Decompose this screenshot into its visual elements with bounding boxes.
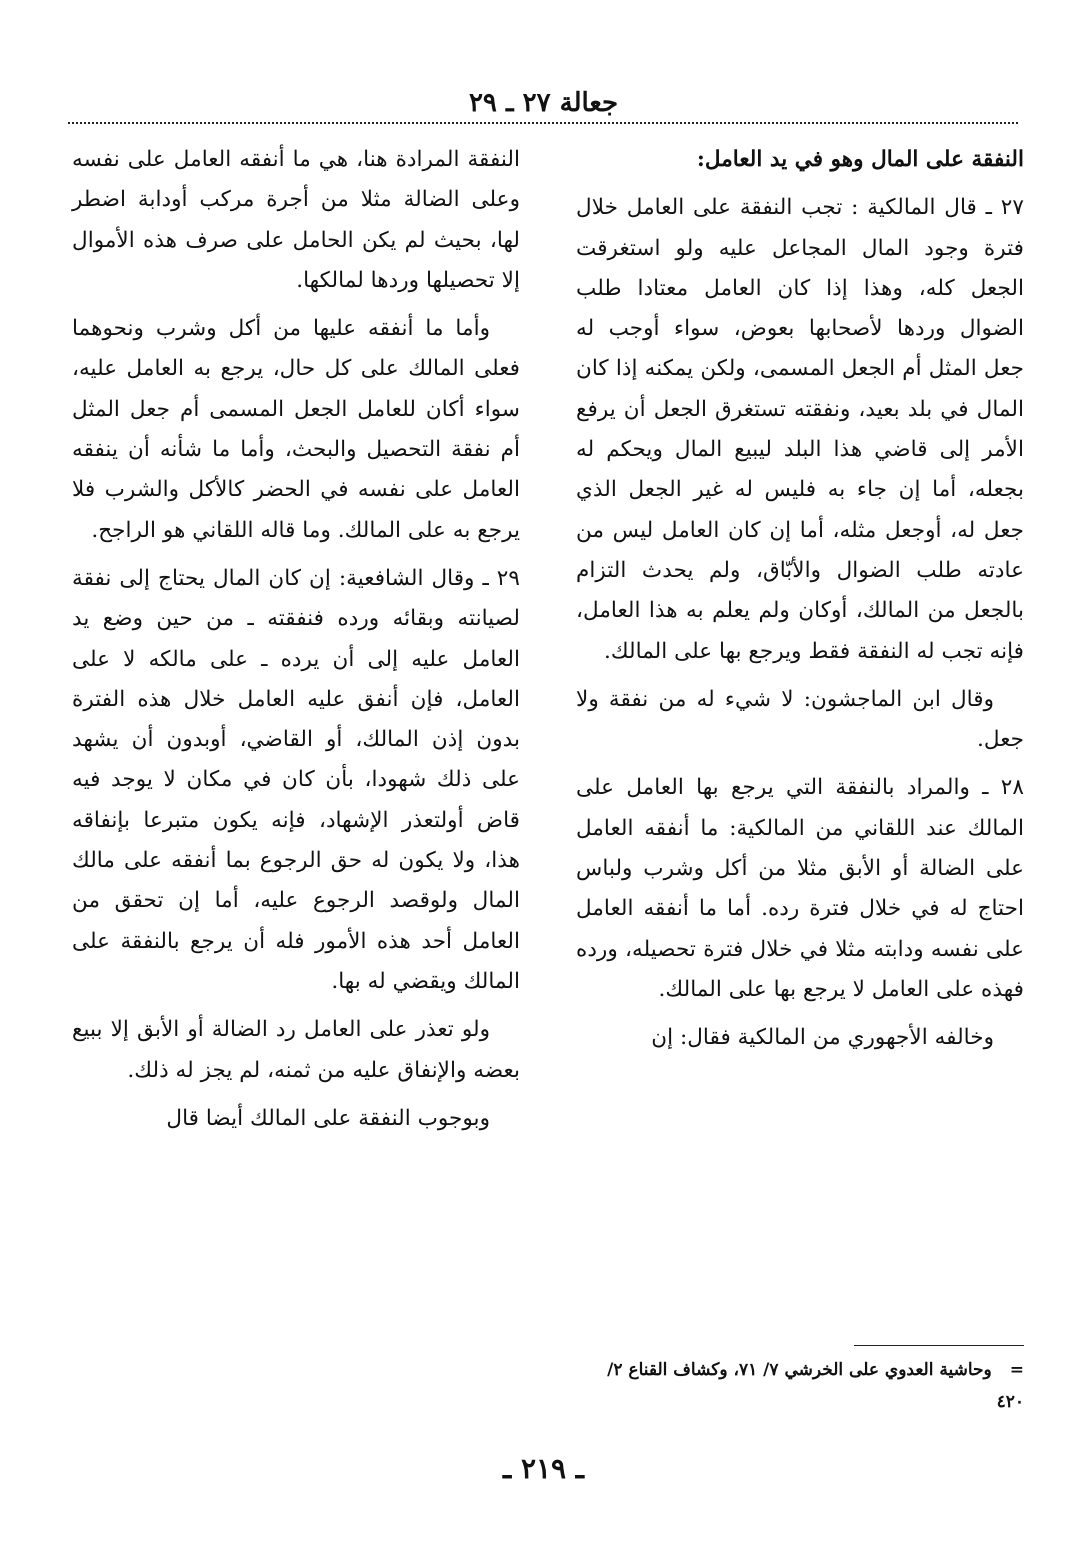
paragraph-28: ٢٨ ـ والمراد بالنفقة التي يرجع بها العامل على المالك عند اللقاني من المالكية: ما أنفقه العامل على الضالة أو الأبق مثلا من أكل وشرب ولباس احتاج له في خلال فترة رده. أما ما أنفقه العامل على نفسه ودابته مثلا في خلال فترة تحصيله، ورده فهذه على العامل لا يرجع بها على المالك. (576, 775, 1024, 1002)
left-column (72, 140, 520, 1147)
section-heading: النفقة على المال وهو في يد العامل: (696, 147, 1024, 172)
footnote-continuation-marker: = (1009, 1360, 1024, 1380)
paragraph-ujhuri: وخالفه الأجهوري من المالكية فقال: إن (651, 1025, 994, 1051)
paragraph-27: ٢٧ ـ قال المالكية : تجب النفقة على العامل خلال فترة وجود المال المجاعل عليه ولو استغرقت الجعل كله، وهذا إذا كان العامل معتادا طلب الضوال وردها لأصحابها بعوض، سواء أوجب له جعل المثل أم الجعل المسمى، ولكن يمكنه إذا كان المال في بلد بعيد، ونفقته تستغرق الجعل أن يرفع الأمر إلى قاضي هذا البلد ليبيع المال ويحكم له بجعله، أما إن جاء به فليس له غير الجعل الذي جعل له، أوجعل مثله، أما إن كان العامل ليس من عادته طلب الضوال والأبّاق، ولم يحدث التزام بالجعل من المالك، أوكان ولم يعلم به هذا العامل، فإنه تجب له النفقة فقط ويرجع بها على المالك. (576, 195, 1024, 664)
footnote (576, 1354, 1024, 1418)
paragraph-majishun: وقال ابن الماجشون: لا شيء له من نفقة ولا جعل. (576, 686, 1024, 753)
paragraph-sale-restriction: ولو تعذر على العامل رد الضالة أو الأبق إلا ببيع بعضه والإنفاق عليه من ثمنه، لم يجز له ذلك. (72, 1017, 520, 1083)
paragraph-29: ٢٩ ـ وقال الشافعية: إن كان المال يحتاج إلى نفقة لصيانته وبقائه ورده فنفقته ـ من حين وضع يد العامل عليه إلى أن يرده ـ على مالكه لا على العامل، فإن أنفق عليه العامل خلال هذه الفترة بدون إذن المالك، أو القاضي، أوبدون أن يشهد على ذلك شهودا، بأن كان في مكان لا يوجد فيه قاض أولتعذر الإشهاد، فإنه يكون متبرعا بإنفاقه هذا، ولا يكون له حق الرجوع بما أنفقه على مالك المال ولوقصد الرجوع عليه، أما إن تحقق من العامل أحد هذه الأمور فله أن يرجع بالنفقة على المالك ويقضي له بها. (72, 565, 520, 994)
right-column (576, 140, 1024, 1067)
footnote-rule (854, 1345, 1024, 1346)
header-dotted-rule (68, 122, 1018, 124)
paragraph-owner-obligation: وبوجوب النفقة على المالك أيضا قال (166, 1105, 490, 1131)
running-header: جعالة ٢٧ ـ ٢٩ (468, 88, 619, 118)
paragraph-continuation: النفقة المرادة هنا، هي ما أنفقه العامل على نفسه وعلى الضالة مثلا من أجرة مركب أودابة اضطر لها، بحيث لم يكن الحامل على صرف هذه الأموال إلا تحصيلها وردها لمالكها. (72, 147, 520, 293)
footnote-text: وحاشية العدوي على الخرشي ٧/ ٧١، وكشاف القناع ٢/ ٤٢٠ (607, 1360, 1024, 1412)
paragraph-food-expenses: وأما ما أنفقه عليها من أكل وشرب ونحوهما فعلى المالك على كل حال، يرجع به العامل عليه، سواء أكان للعامل الجعل المسمى أم جعل المثل أم نفقة التحصيل والبحث، وأما ما شأنه أن ينفقه العامل على نفسه في الحضر كالأكل والشرب فلا يرجع به على المالك. وما قاله اللقاني هو الراجح. (72, 316, 520, 543)
page-number: ـ ٢١٩ ـ (502, 1452, 585, 1485)
